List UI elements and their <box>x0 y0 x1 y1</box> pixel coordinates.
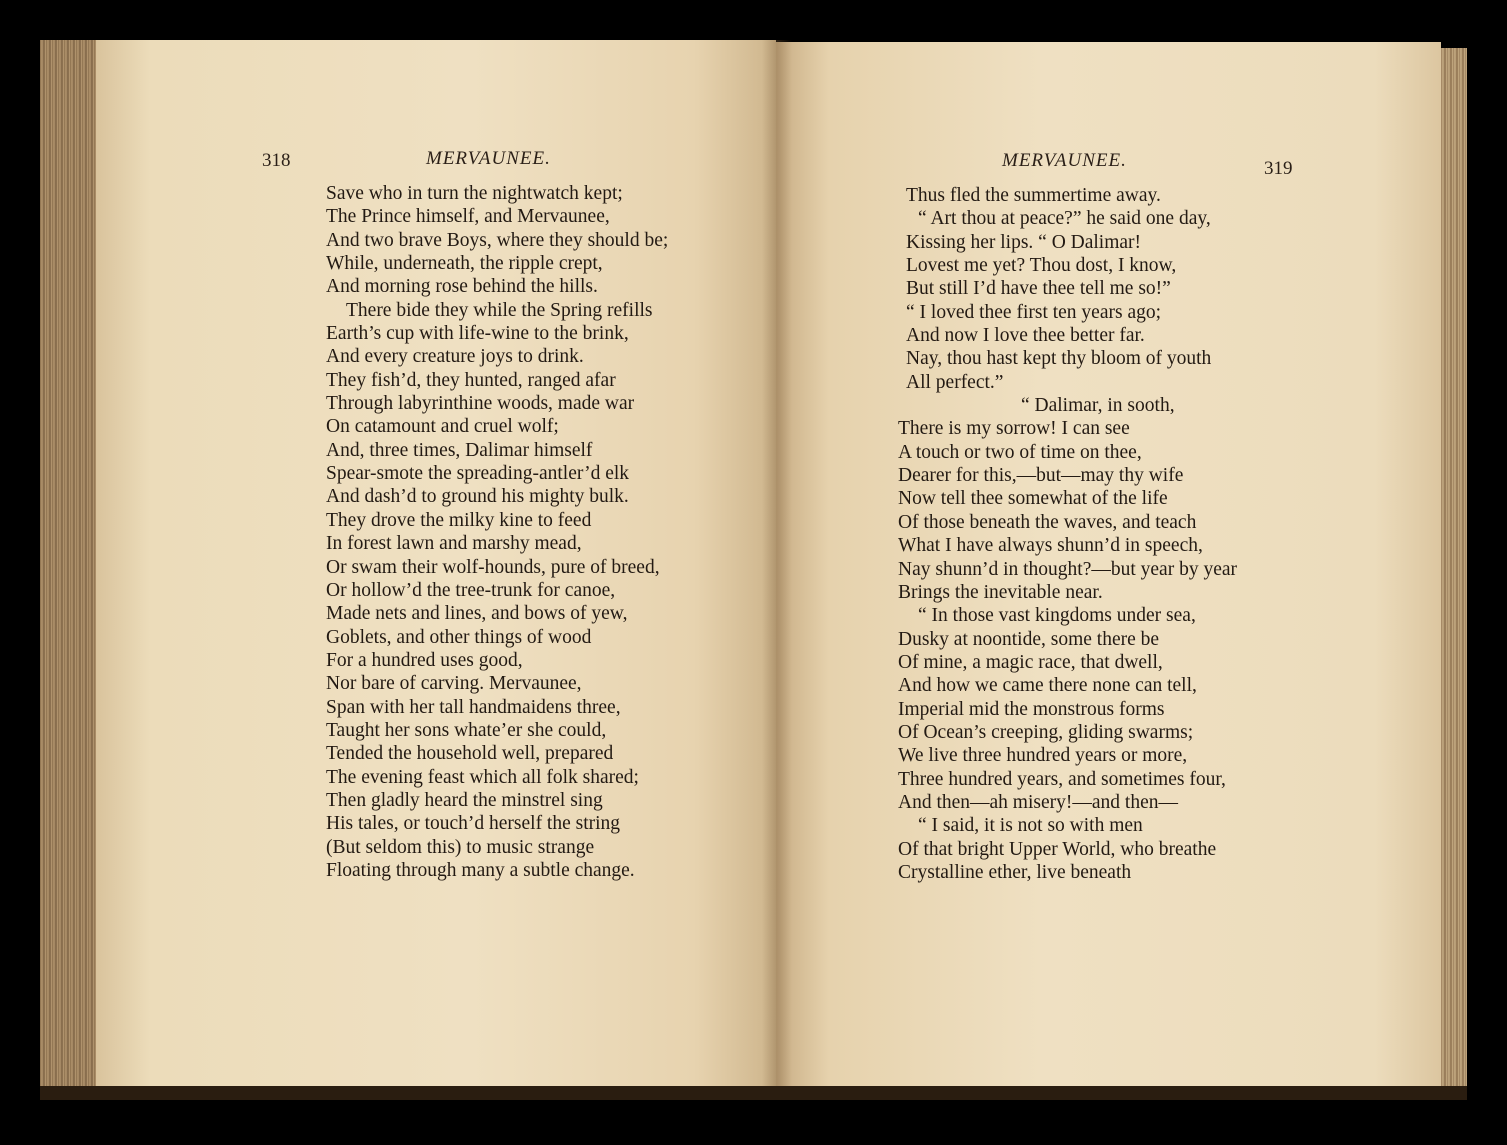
verse-line: And then—ah misery!—and then— <box>898 791 1178 813</box>
verse-line: Spear-smote the spreading-antler’d elk <box>326 463 630 485</box>
verse-line: Tended the household well, prepared <box>326 743 614 765</box>
verse-line: The evening feast which all folk shared; <box>326 766 639 788</box>
verse-line: Imperial mid the monstrous forms <box>898 698 1165 720</box>
right-page-number: 319 <box>1264 158 1293 179</box>
verse-line: And morning rose behind the hills. <box>326 276 598 298</box>
verse-line: And dash’d to ground his mighty bulk. <box>326 486 629 508</box>
verse-line: Then gladly heard the minstrel sing <box>326 789 603 811</box>
verse-line: A touch or two of time on thee, <box>898 441 1142 463</box>
verse-line: All perfect.” <box>906 371 1004 393</box>
verse-line: Kissing her lips. “ O Dalimar! <box>906 231 1142 253</box>
book-bottom-edge <box>40 1086 1467 1100</box>
verse-line: Earth’s cup with life-wine to the brink, <box>326 323 629 345</box>
verse-line: Or hollow’d the tree-trunk for canoe, <box>326 579 616 601</box>
verse-line: Dusky at noontide, some there be <box>898 628 1160 650</box>
verse-line: And now I love thee better far. <box>906 325 1145 347</box>
verse-line: And how we came there none can tell, <box>898 675 1197 697</box>
verse-line: Through labyrinthine woods, made war <box>326 393 635 415</box>
verse-line: What I have always shunn’d in speech, <box>898 535 1203 557</box>
left-page-number: 318 <box>262 150 291 171</box>
verse-line: There bide they while the Spring refills <box>346 299 653 321</box>
verse-line: His tales, or touch’d herself the string <box>326 813 621 835</box>
verse-line: “ Dalimar, in sooth, <box>1021 395 1175 417</box>
verse-line: Dearer for this,—but—may thy wife <box>898 465 1184 487</box>
verse-line: For a hundred uses good, <box>326 649 523 671</box>
open-book <box>40 40 1467 1100</box>
verse-line: Nay, thou hast kept thy bloom of youth <box>906 348 1212 370</box>
verse-line: Crystalline ether, live beneath <box>898 861 1132 883</box>
verse-line: There is my sorrow! I can see <box>898 418 1130 440</box>
verse-line: “ I loved thee first ten years ago; <box>906 301 1162 323</box>
verse-line: Nay shunn’d in thought?—but year by year <box>898 558 1238 580</box>
verse-line: “ Art thou at peace?” he said one day, <box>918 208 1211 230</box>
left-verse <box>326 182 668 882</box>
book-gutter <box>762 40 792 1090</box>
verse-line: Goblets, and other things of wood <box>326 626 592 648</box>
verse-line: On catamount and cruel wolf; <box>326 416 559 438</box>
verse-line: And two brave Boys, where they should be; <box>326 229 669 251</box>
verse-line: Three hundred years, and sometimes four, <box>898 768 1226 790</box>
verse-line: Taught her sons whate’er she could, <box>326 719 607 741</box>
verse-line: They drove the milky kine to feed <box>326 509 592 531</box>
verse-line: Floating through many a subtle change. <box>326 859 635 881</box>
verse-line: And, three times, Dalimar himself <box>326 439 593 461</box>
right-running-head: MERVAUNEE. <box>1002 150 1127 171</box>
verse-line: Or swam their wolf-hounds, pure of breed, <box>326 556 660 578</box>
left-running-head: MERVAUNEE. <box>426 148 551 169</box>
verse-line: Save who in turn the nightwatch kept; <box>326 183 623 204</box>
verse-line: Made nets and lines, and bows of yew, <box>326 603 628 625</box>
verse-line: Nor bare of carving. Mervaunee, <box>326 673 582 695</box>
verse-line: Thus fled the summertime away. <box>906 185 1161 206</box>
page-edges-left <box>40 40 98 1090</box>
verse-line: The Prince himself, and Mervaunee, <box>326 206 610 228</box>
verse-line: (But seldom this) to music strange <box>326 836 595 858</box>
verse-line: Of Ocean’s creeping, gliding swarms; <box>898 721 1194 743</box>
page-edges-right <box>1441 48 1467 1098</box>
verse-line: They fish’d, they hunted, ranged afar <box>326 369 616 391</box>
verse-line: Now tell thee somewhat of the life <box>898 488 1168 510</box>
verse-line: While, underneath, the ripple crept, <box>326 253 603 275</box>
verse-line: Of that bright Upper World, who breathe <box>898 838 1217 860</box>
right-verse <box>898 184 1237 884</box>
verse-line: “ In those vast kingdoms under sea, <box>918 605 1196 627</box>
verse-line: But still I’d have thee tell me so!” <box>906 278 1171 300</box>
verse-line: Of mine, a magic race, that dwell, <box>898 651 1163 673</box>
verse-line: Of those beneath the waves, and teach <box>898 511 1197 533</box>
verse-line: Span with her tall handmaidens three, <box>326 696 621 718</box>
verse-line: And every creature joys to drink. <box>326 346 584 368</box>
verse-line: We live three hundred years or more, <box>898 745 1188 767</box>
verse-line: Lovest me yet? Thou dost, I know, <box>906 255 1177 277</box>
verse-line: “ I said, it is not so with men <box>918 815 1143 837</box>
verse-line: Brings the inevitable near. <box>898 581 1103 603</box>
verse-line: In forest lawn and marshy mead, <box>326 533 582 555</box>
